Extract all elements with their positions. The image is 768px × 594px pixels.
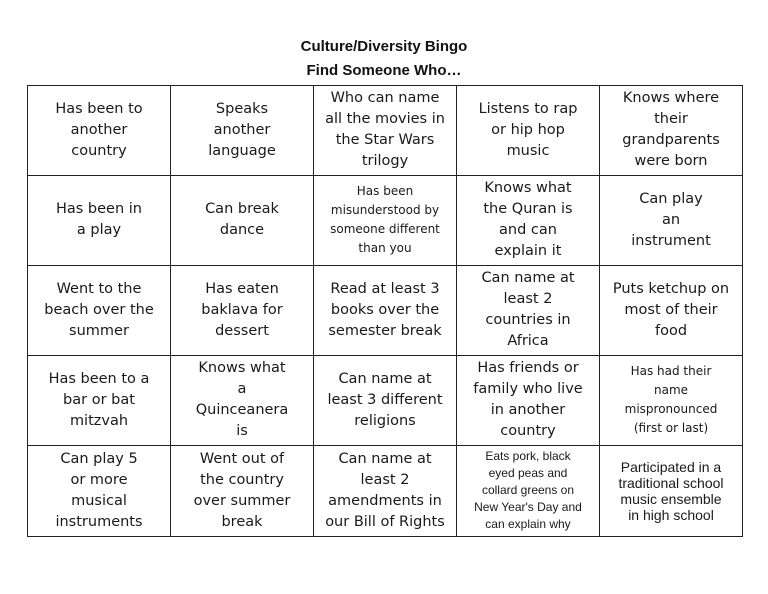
bingo-cell — [171, 445, 314, 536]
bingo-cell — [314, 175, 457, 265]
bingo-cell-text: Has eaten baklava for dessert — [201, 280, 283, 339]
bingo-cell — [600, 86, 743, 176]
bingo-row — [28, 175, 743, 265]
bingo-row — [28, 265, 743, 355]
bingo-cell — [314, 445, 457, 536]
bingo-cell-text: Speaks another language — [208, 100, 276, 159]
bingo-cell — [457, 265, 600, 355]
bingo-cell — [28, 86, 171, 176]
bingo-cell-text: Has been to a bar or bat mitzvah — [48, 370, 150, 429]
page-title: Culture/Diversity Bingo — [300, 38, 468, 55]
bingo-cell — [28, 175, 171, 265]
bingo-cell-text: Has been misunderstood by someone different than you — [330, 184, 440, 256]
bingo-cell — [171, 355, 314, 445]
bingo-cell-text: Can play 5 or more musical instruments — [55, 450, 143, 530]
bingo-cell-text: Who can name all the movies in the Star Wars trilogy — [325, 90, 445, 170]
bingo-cell — [171, 86, 314, 176]
bingo-cell — [600, 355, 743, 445]
bingo-cell — [457, 445, 600, 536]
bingo-cell-text: Can name at least 3 different religions — [327, 370, 443, 429]
bingo-cell — [28, 445, 171, 536]
bingo-row — [28, 445, 743, 536]
bingo-cell-text: Puts ketchup on most of their food — [612, 280, 730, 339]
bingo-cell — [600, 175, 743, 265]
bingo-cell — [28, 355, 171, 445]
bingo-cell-text: Can name at least 2 amendments in our Bill of Rights — [325, 450, 445, 530]
bingo-row — [28, 86, 743, 176]
bingo-cell-text: Has been to another country — [55, 100, 143, 159]
bingo-cell-text: Knows where their grandparents were born — [622, 90, 720, 170]
bingo-cell — [314, 355, 457, 445]
bingo-cell-text: Went out of the country over summer break — [193, 450, 291, 530]
bingo-row — [28, 355, 743, 445]
bingo-cell-text: Listens to rap or hip hop music — [478, 100, 578, 159]
bingo-cell-text: Has been in a play — [55, 201, 143, 239]
bingo-cell-text: Went to the beach over the summer — [44, 280, 154, 339]
bingo-cell — [314, 265, 457, 355]
bingo-cell — [171, 265, 314, 355]
bingo-cell — [457, 86, 600, 176]
bingo-cell — [457, 355, 600, 445]
bingo-cell-text: Knows what the Quran is and can explain it — [483, 180, 573, 260]
bingo-grid — [27, 85, 743, 537]
bingo-cell-text: Can play an instrument — [631, 190, 711, 249]
bingo-cell — [171, 175, 314, 265]
bingo-cell — [28, 265, 171, 355]
page-subtitle: Find Someone Who… — [306, 62, 462, 79]
bingo-cell-text: Can break dance — [205, 201, 279, 239]
bingo-cell-text: Has had their name mispronounced (first or last) — [624, 364, 718, 436]
bingo-cell-text: Eats pork, black eyed peas and collard greens on New Year's Day and can explain why — [474, 449, 582, 532]
bingo-cell-text: Has friends or family who live in another country — [473, 360, 583, 440]
bingo-cell-text: Knows what a Quinceanera is — [195, 360, 289, 440]
bingo-cell-text: Participated in a traditional school music ensemble in high school — [618, 458, 724, 523]
bingo-cell — [457, 175, 600, 265]
bingo-cell — [314, 86, 457, 176]
bingo-cell-text: Read at least 3 books over the semester break — [328, 280, 442, 339]
bingo-cell — [600, 445, 743, 536]
bingo-cell — [600, 265, 743, 355]
bingo-cell-text: Can name at least 2 countries in Africa — [481, 270, 575, 350]
